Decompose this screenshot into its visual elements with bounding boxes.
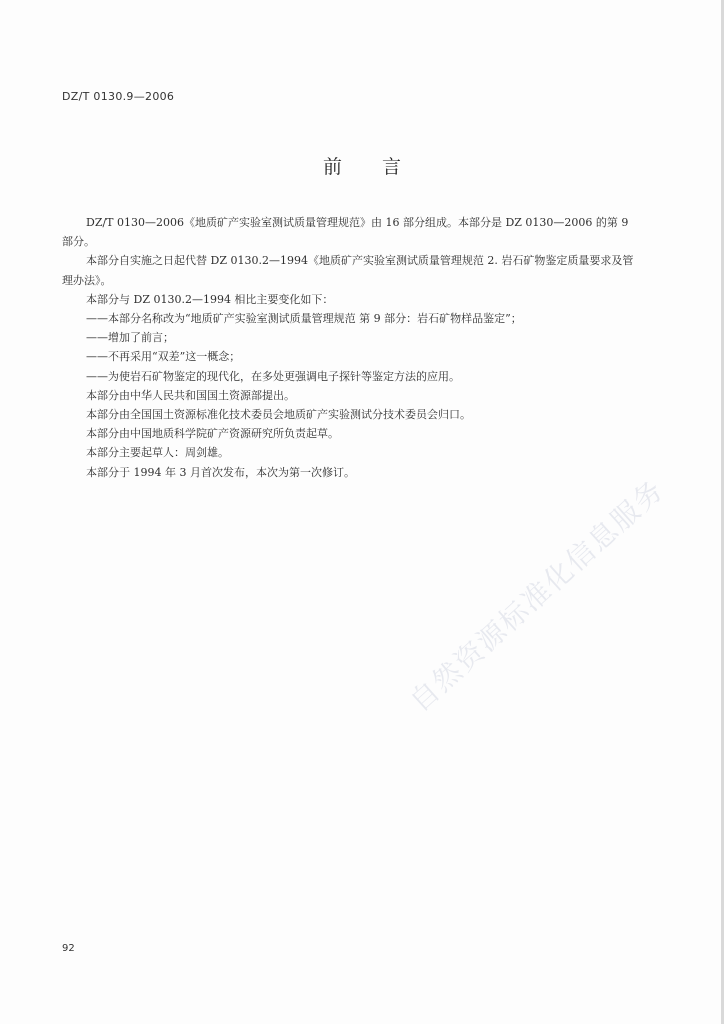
- paragraph: 本部分于 1994 年 3 月首次发布，本次为第一次修订。: [86, 465, 355, 479]
- list-item: ——为使岩石矿物鉴定的现代化，在多处更强调电子探针等鉴定方法的应用。: [86, 369, 460, 383]
- list-item: ——本部分名称改为“地质矿产实验室测试质量管理规范 第 9 部分：岩石矿物样品鉴定”；: [86, 312, 522, 326]
- paragraph: 本部分由中国地质科学院矿产资源研究所负责起草。: [86, 427, 339, 441]
- list-item: ——不再采用“双差”这一概念；: [86, 350, 241, 364]
- standard-code: DZ/T 0130.9—2006: [62, 90, 175, 103]
- paragraph: 本部分主要起草人：周剑雄。: [86, 446, 229, 460]
- paragraph: 本部分自实施之日起代替 DZ 0130.2—1994《地质矿产实验室测试质量管理规范 2. 岩石矿物鉴定质量要求及管理办法》。: [62, 254, 634, 287]
- paragraph: 本部分由全国国土资源标准化技术委员会地质矿产实验测试分技术委员会归口。: [86, 408, 471, 422]
- body-text: [62, 213, 642, 482]
- paragraph: 本部分与 DZ 0130.2—1994 相比主要变化如下：: [86, 292, 334, 306]
- page-number: 92: [62, 943, 75, 954]
- watermark: 自然资源标准化信息服务: [403, 472, 671, 719]
- page-title: 前言: [322, 156, 441, 178]
- paragraph: 本部分由中华人民共和国国土资源部提出。: [86, 388, 295, 402]
- list-item: ——增加了前言；: [86, 331, 174, 345]
- paragraph: DZ/T 0130—2006《地质矿产实验室测试质量管理规范》由 16 部分组成。本部分是 DZ 0130—2006 的第 9 部分。: [62, 216, 629, 249]
